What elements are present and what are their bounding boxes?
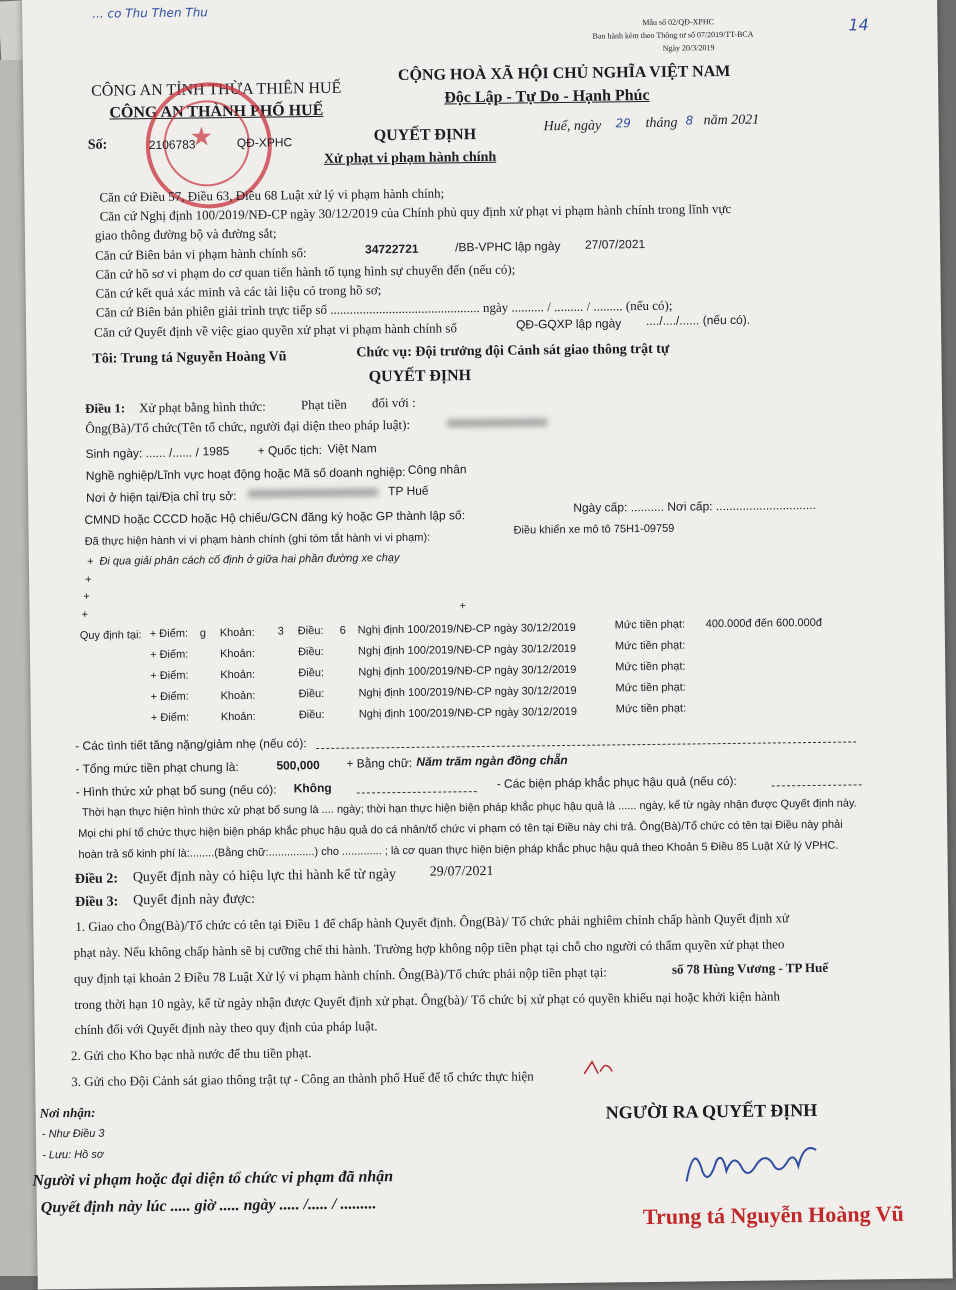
art3-l3: quy định tại khoản 2 Điều 78 Luật Xử lý vi phạm hành chính. Ông(Bà)/Tổ chức phải nộp tiền phạt tại: [73,964,607,987]
basis-4: Căn cứ hồ sơ vi phạm do cơ quan tiến hành tố tụng hình sự chuyển đến (nếu có); [95,261,516,282]
nation-motto: Độc Lập - Tự Do - Hạnh Phúc [444,86,650,107]
record-suffix: /BB-VPHC lập ngày [455,239,561,255]
red-stamp: ★ [145,82,273,210]
addr-city: TP Huế [387,483,429,499]
decision-suffix: QĐ-XPHC [236,135,293,150]
basis-1: Căn cứ Điều 57, Điều 63, Điều 68 Luật xử lý vi phạm hành chính; [99,185,445,205]
receiver-line1: Người vi phạm hoặc đại diện tổ chức vi phạm đã nhận [32,1168,394,1190]
form-date: Ngày 20/3/2019 [662,43,715,53]
para-2: Mọi chi phí tổ chức thực hiện biện pháp khắc phục hậu quả do cá nhân/tổ chức vi phạm có tên tại Điều này chi trả. Ông(Bà)/Tổ chức có tên tại Điều này phải [78,818,843,840]
date-year: năm 2021 [703,112,760,129]
document-page [22,0,953,1289]
reg-decree: Nghị định 100/2019/NĐ-CP ngày 30/12/2019 [358,684,577,700]
corner-hand-note: ... co Thu Then Thu [92,5,208,21]
reg-diem: + Điểm: [149,627,189,641]
art3-l1: 1. Giao cho Ông(Bà)/Tổ chức có tên tại Điều 1 để chấp hành Quyết định. Ông(Bà)/ Tổ chức phải nghiêm chỉnh chấp hành Quyết định xử [75,910,790,935]
para-3: hoàn trả số kinh phí là:........(Bằng chữ:...............) cho ............. ; là cơ quan thực hiện biện pháp khắc phục hậu quả theo Khoản 5 Điều 85 Luật Xử lý VPHC. [78,839,839,861]
form-circular: Ban hành kèm theo Thông tư số 07/2019/TT-BCA [592,29,754,41]
date-day: 29 [615,116,631,131]
reg-diem: + Điểm: [150,690,189,704]
receiver-line2: Quyết định này lúc ..... giờ ..... ngày ..... /..... / ......... [40,1195,377,1217]
art3-text: Quyết định này được: [132,891,256,909]
plus-3: + [81,608,89,621]
reg-khoan: Khoản: [220,668,256,682]
reg-khoan: Khoản: [219,626,255,640]
title-main: QUYẾT ĐỊNH [373,126,477,145]
reg-fine-label: Mức tiền phạt: [614,639,686,653]
date-month-label: tháng [645,115,678,131]
basis-2b: giao thông đường bộ và đường sắt; [94,225,277,243]
art1-text: Xử phạt bằng hình thức: [138,398,266,416]
total-words: Năm trăm ngàn đồng chẵn [416,752,568,769]
delegation-code: QĐ-GQXP lập ngày [515,316,622,332]
vehicle: Điều khiển xe mô tô 75H1-09759 [513,522,675,537]
reg-dieu-v: 6 [339,624,346,637]
extra-label: - Hình thức xử phạt bổ sung (nếu có): [75,782,277,799]
redacted-name [447,418,547,427]
date-place: Huế, ngày [543,118,602,135]
basis-5: Căn cứ kết quả xác minh và các tài liệu có trong hồ sơ; [95,282,382,301]
reg-dieu: Điều: [298,708,325,722]
reg-khoan: Khoản: [220,689,256,703]
dob-label: Sinh ngày: ...... /...... / [85,445,200,461]
art1-form: Phạt tiền [300,396,347,413]
total-label: - Tổng mức tiền phạt chung là: [75,760,239,776]
addr-label: Nơi ở hiện tại/Địa chỉ trụ sở: [86,489,237,505]
nation-title: CỘNG HOÀ XÃ HỘI CHỦ NGHĨA VIỆT NAM [397,62,731,85]
plus-4: + [459,600,466,613]
signer-title: NGƯỜI RA QUYẾT ĐỊNH [605,1099,818,1123]
reg-dieu: Điều: [297,645,324,659]
id-label: CMND hoặc CCCD hoặc Hộ chiếu/GCN đăng ký hoặc GP thành lập số: [84,508,466,527]
extra-line [357,791,477,793]
person-label: Ông(Bà)/Tổ chức(Tên tổ chức, người đại diện theo pháp luật): [85,416,411,436]
reg-diem: + Điểm: [150,669,189,683]
reg-fine-label: Mức tiền phạt: [615,702,687,716]
aggr-line [316,741,856,749]
record-date: 27/07/2021 [584,236,646,252]
agency-province: CÔNG AN TỈNH THỪA THIÊN HUẾ [91,79,342,100]
reg-fine-label: Mức tiền phạt: [615,660,686,674]
art3-l4: trong thời hạn 10 ngày, kể từ ngày nhận được Quyết định xử phạt. Ông(bà)/ Tổ chức bị xử phạt có quyền khiếu nại hoặc khởi kiện hành [74,988,781,1013]
date-month: 8 [685,113,694,128]
reg-fine-label: Mức tiền phạt: [614,618,686,632]
redacted-address [248,488,378,498]
reg-fine-label: Mức tiền phạt: [615,681,686,695]
art1-against: đối với : [371,394,416,411]
page-number: 14 [848,15,869,35]
dob-year: 1985 [202,444,230,459]
job-value: Công nhân [407,462,467,477]
form-code: Mẫu số 02/QĐ-XPHC [642,17,714,28]
officer-position: Chức vụ: Đội trưởng đội Cảnh sát giao thông trật tự [356,341,670,361]
reg-khoan: Khoản: [219,647,255,661]
acts-label: Đã thực hiện hành vi vi phạm hành chính (ghi tóm tắt hành vi vi phạm): [84,531,431,548]
pay-place: số 78 Hùng Vương - TP Huế [671,959,829,977]
reg-dieu: Điều: [298,687,325,701]
reg-khoan-v: 3 [277,625,284,638]
art3-l2: phạt này. Nếu không chấp hành sẽ bị cưỡng chế thi hành. Trường hợp không nộp tiền phạt tại chỗ cho người có thẩm quyền xử phạt theo [73,936,785,961]
basis-7: Căn cứ Quyết định về việc giao quyền xử phạt vi phạm hành chính số [94,320,458,340]
art2-label: Điều 2: [74,871,119,888]
reg-khoan: Khoản: [220,710,256,724]
remedy-line [772,784,862,786]
art1-label: Điều 1: [84,400,126,416]
reg-diem: + Điểm: [150,711,190,725]
basis-6: Căn cứ Biên bản phiên giải trình trực tiếp số .............................................. ngày .......... / ......... / ......... (nếu có); [95,297,673,320]
art2-text: Quyết định này có hiệu lực thi hành kể từ ngày [132,867,397,886]
reg-decree: Nghị định 100/2019/NĐ-CP ngày 30/12/2019 [357,642,577,658]
job-label: Nghề nghiệp/Lĩnh vực hoạt động hoặc Mã số doanh nghiệp: [85,464,406,483]
record-number: 34722721 [365,241,419,257]
delegation-rest: ..../..../...... (nếu có). [645,312,751,328]
reg-dieu: Điều: [298,666,325,680]
reg-decree: Nghị định 100/2019/NĐ-CP ngày 30/12/2019 [358,705,577,721]
art3-l6: 2. Gửi cho Kho bạc nhà nước để thu tiền phạt. [70,1045,312,1064]
title-sub: Xử phạt vi phạm hành chính [323,149,497,167]
reg-dieu: Điều: [297,624,324,638]
basis-3: Căn cứ Biên bản vi phạm hành chính số: [95,245,307,263]
plus-2: + [83,590,90,603]
violation-desc: Đi qua giải phân cách cố định ở giữa hai phần đường xe chạy [99,552,400,568]
reg-decree: Nghị định 100/2019/NĐ-CP ngày 30/12/2019 [358,663,577,679]
title2: QUYẾT ĐỊNH [368,367,472,386]
art3-label: Điều 3: [74,894,119,911]
signature [676,1130,837,1202]
remedy-label: - Các biện pháp khắc phục hậu quả (nếu có): [496,773,737,791]
recipients-label: Nơi nhận: [39,1104,96,1121]
nationality: Việt Nam [327,441,377,456]
signer-name: Trung tá Nguyễn Hoàng Vũ [642,1200,904,1230]
para-1: Thời hạn thực hiện hình thức xử phạt bổ sung là .... ngày; thời hạn thực hiện biện pháp khắc phục hậu quả là ...... ngày, kể từ ngày nhận được Quyết định này. [81,797,857,819]
basis-2: Căn cứ Nghị định 100/2019/NĐ-CP ngày 30/12/2019 của Chính phủ quy định xử phạt vi phạm hành chính trong lĩnh vực [99,200,732,224]
agency-city: CÔNG AN THÀNH PHỐ HUẾ [109,101,324,122]
number-label: Số: [87,137,108,153]
total-words-label: + Bằng chữ: [346,755,413,771]
id-issue: Ngày cấp: .......... Nơi cấp: .............................. [573,497,816,515]
reg-decree: Nghị định 100/2019/NĐ-CP ngày 30/12/2019 [357,621,576,637]
art2-date: 29/07/2021 [429,863,494,880]
officer-name: Tôi: Trung tá Nguyễn Hoàng Vũ [92,349,287,367]
recipient-1: - Như Điều 3 [41,1127,105,1141]
recipient-2: - Lưu: Hồ sơ [42,1148,104,1162]
violation-text: + Đi qua giải phân cách cố định ở giữa hai phần đường xe chạy [86,552,400,568]
decision-number: 2106783 [148,137,196,153]
initials-mark [580,1057,620,1079]
regs-label: Quy định tại: [79,629,142,642]
plus-1: + [85,573,92,586]
total-amount: 500,000 [276,758,320,773]
art3-l5: chính đối với Quyết định này theo quy định của pháp luật. [74,1018,378,1038]
aggr-label: - Các tình tiết tăng nặng/giảm nhẹ (nếu có): [75,736,307,753]
reg-diem: + Điểm: [149,648,189,662]
nat-label: + Quốc tịch: [257,442,323,458]
reg-fine: 400.000đ đến 600.000đ [705,616,823,631]
reg-diem-v: g [199,627,206,640]
extra-value: Không [293,780,332,796]
art3-l7: 3. Gửi cho Đội Cảnh sát giao thông trật tự - Công an thành phố Huế để tổ chức thực hiện [71,1068,534,1090]
